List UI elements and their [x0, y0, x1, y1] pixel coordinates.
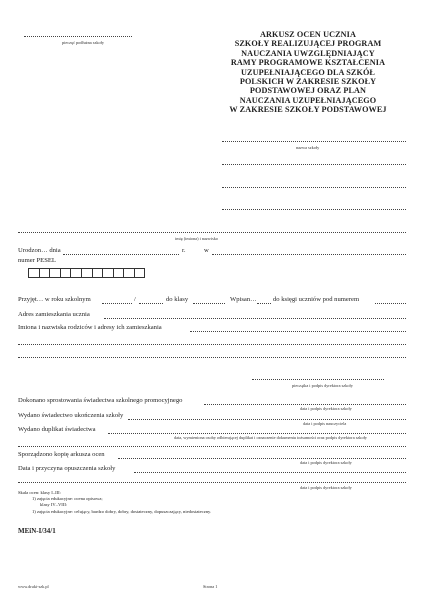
- admitted-label: Przyjęt… w roku szkolnym: [18, 296, 91, 303]
- school-name-line-3[interactable]: [222, 187, 406, 188]
- director-stamp-label: pieczątka i podpis dyrektora szkoły: [292, 383, 353, 388]
- website-url: www.druki-szk.pl: [18, 584, 49, 589]
- parents-field[interactable]: [190, 331, 406, 332]
- student-name-line[interactable]: [18, 232, 406, 233]
- entered-label: Wpisan…: [230, 296, 257, 303]
- school-name-label: nazwa szkoły: [296, 145, 320, 150]
- leave-field[interactable]: [134, 472, 406, 473]
- title-line: W ZAKRESIE SZKOŁY PODSTAWOWEJ: [229, 105, 387, 115]
- legend-scale-label: Skala ocen: klasy I–III:: [18, 490, 61, 495]
- pesel-label: numer PESEL: [18, 257, 56, 264]
- school-year-from-field[interactable]: [102, 303, 132, 304]
- entered-field[interactable]: [257, 303, 271, 304]
- legend-classes-label: klasy IV–VIII:: [40, 502, 68, 508]
- school-name-line[interactable]: [222, 141, 406, 142]
- duplicate-label: Wydano duplikat świadectwa: [18, 426, 96, 433]
- parents-field-3[interactable]: [18, 357, 406, 358]
- to-class-label: do klasy: [166, 296, 189, 303]
- school-year-slash: /: [134, 296, 136, 303]
- document-title: [210, 30, 406, 115]
- copy-field[interactable]: [118, 458, 406, 459]
- pesel-digit-box[interactable]: [113, 268, 124, 278]
- title-line: RAMY PROGRAMOWE KSZTAŁCENIA: [230, 58, 386, 68]
- pesel-digit-box[interactable]: [49, 268, 60, 278]
- title-line: UZUPEŁNIAJĄCEGO DLA SZKÓŁ: [241, 67, 375, 77]
- pesel-boxes[interactable]: [28, 268, 145, 278]
- duplicate-field[interactable]: [108, 433, 406, 434]
- school-name-line-4[interactable]: [222, 209, 406, 210]
- parents-field-2[interactable]: [18, 344, 406, 345]
- parents-label: Imiona i nazwiska rodziców i adresy ich zamieszkania: [18, 324, 162, 331]
- correction-field[interactable]: [204, 404, 406, 405]
- school-stamp-label: pieczęć podłużna szkoły: [62, 40, 104, 45]
- grading-scale-legend: [18, 490, 211, 515]
- leave-label: Data i przyczyna opuszczenia szkoły: [18, 465, 116, 472]
- pesel-digit-box[interactable]: [60, 268, 71, 278]
- copy-signature-label: data i podpis dyrektora szkoły: [300, 460, 352, 465]
- birth-place-field[interactable]: [212, 254, 406, 255]
- pesel-digit-box[interactable]: [39, 268, 50, 278]
- title-line: SZKOŁY REALIZUJĄCEJ PROGRAM: [234, 39, 382, 49]
- pesel-digit-box[interactable]: [92, 268, 103, 278]
- form-code: MEiN-I/34/1: [18, 527, 56, 535]
- legend-item: 1) zajęcia edukacyjne: ocena opisowa;: [32, 496, 103, 502]
- birth-date-field[interactable]: [63, 254, 179, 255]
- legend-item: 1) zajęcia edukacyjne: celujący, bardzo dobry, dobry, dostateczny, dopuszczający, niedostateczny.: [32, 508, 212, 514]
- year-suffix: r.: [182, 247, 186, 254]
- pesel-digit-box[interactable]: [102, 268, 113, 278]
- duplicate-field-2[interactable]: [18, 446, 406, 447]
- certificate-signature-label: data i podpis nauczyciela: [303, 421, 347, 426]
- pesel-digit-box[interactable]: [70, 268, 81, 278]
- title-line: NAUCZANIA UZUPEŁNIAJĄCEGO: [239, 95, 377, 105]
- title-line: NAUCZANIA UWZGLĘDNIAJĄCY: [241, 48, 375, 58]
- correction-label: Dokonano sprostowania świadectwa szkolnego promocyjnego: [18, 397, 183, 404]
- correction-signature-label: data i podpis dyrektora szkoły: [300, 406, 352, 411]
- student-name-label: imię (imiona) i nazwisko: [175, 236, 219, 241]
- address-field[interactable]: [104, 318, 406, 319]
- copy-label: Sporządzono kopię arkusza ocen: [18, 451, 105, 458]
- register-label: do księgi uczniów pod numerem: [273, 296, 360, 303]
- leave-signature-label: data i podpis dyrektora szkoły: [300, 485, 352, 490]
- birth-place-label: w: [204, 247, 209, 254]
- certificate-field[interactable]: [128, 419, 406, 420]
- class-field[interactable]: [193, 303, 225, 304]
- title-line: ARKUSZ OCEN UCZNIA: [260, 30, 356, 39]
- director-stamp-line[interactable]: [252, 379, 384, 380]
- pesel-digit-box[interactable]: [134, 268, 145, 278]
- leave-field-2[interactable]: [18, 482, 406, 483]
- page-number: Strona 1: [203, 584, 218, 589]
- pesel-digit-box[interactable]: [81, 268, 92, 278]
- school-name-line-2[interactable]: [222, 164, 406, 165]
- pesel-digit-box[interactable]: [28, 268, 39, 278]
- birth-date-label: Urodzon… dnia: [18, 247, 61, 254]
- address-label: Adres zamieszkania ucznia: [18, 311, 90, 318]
- certificate-label: Wydano świadectwo ukończenia szkoły: [18, 412, 124, 419]
- pesel-digit-box[interactable]: [123, 268, 134, 278]
- school-stamp-line: [24, 36, 132, 37]
- register-number-field[interactable]: [375, 303, 406, 304]
- duplicate-note: data, wymieniona osoby odbierającej duplikat i oznaczenie dokumentu tożsamości oraz podpis dyrektora szkoły: [174, 435, 367, 440]
- title-line: PODSTAWOWEJ ORAZ PLAN: [249, 86, 367, 96]
- title-line: POLSKICH W ZAKRESIE SZKOŁY: [239, 77, 377, 87]
- school-year-to-field[interactable]: [139, 303, 163, 304]
